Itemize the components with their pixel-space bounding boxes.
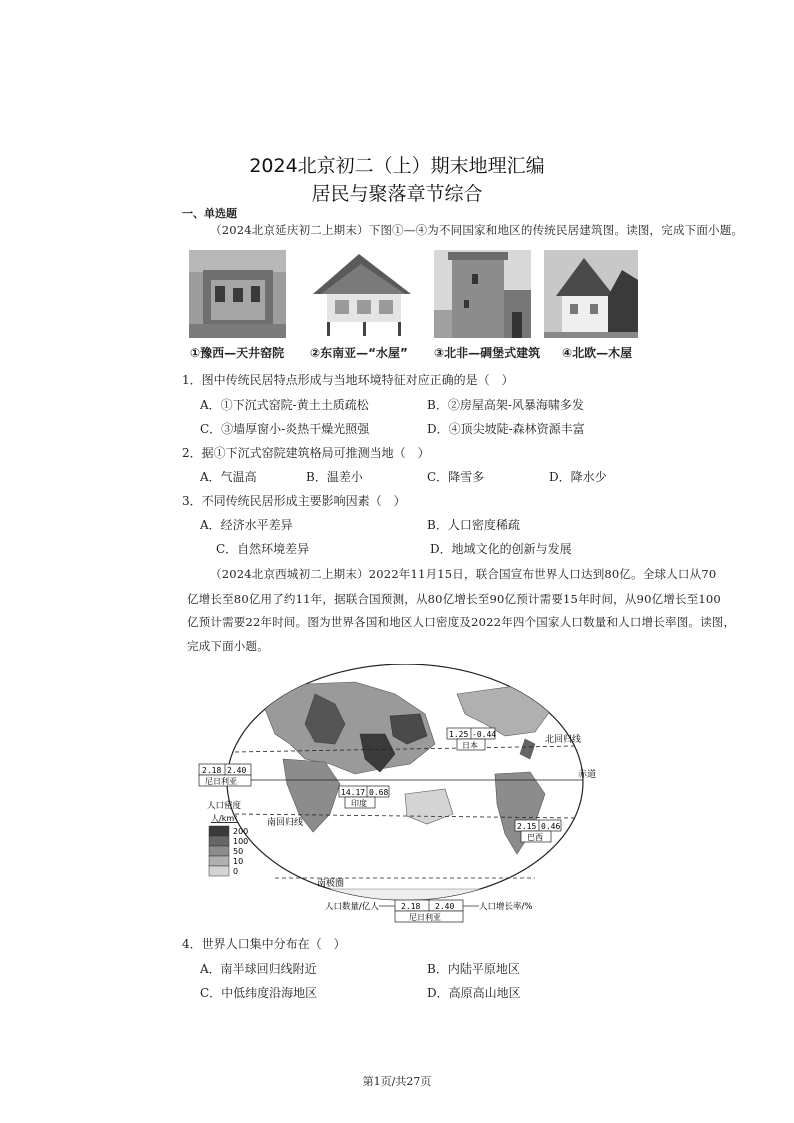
question-1-option-d: D．④顶尖坡陡-森林资源丰富: [427, 422, 585, 436]
callout-nigeria: [199, 764, 251, 786]
legend-swatch: [209, 826, 229, 836]
question-2-option-d: D．降水少: [549, 470, 607, 484]
japan-growth: -0.44: [472, 730, 497, 739]
intro-paragraph-2-line-4: 完成下面小题。: [187, 639, 269, 653]
legend-level-label: 200: [233, 827, 249, 836]
stone-castle-photo: [434, 250, 531, 338]
document-subtitle: 居民与聚落章节综合: [311, 183, 483, 205]
question-4-option-d: D．高原高山地区: [427, 986, 521, 1000]
legend-swatch: [209, 836, 229, 846]
legend-level-label: 10: [233, 857, 244, 866]
equator-label: 赤道: [578, 770, 597, 780]
brazil-growth: 0.46: [541, 822, 561, 831]
question-3-option-a: A．经济水平差异: [200, 518, 293, 532]
key-sample-growth: 2.40: [435, 902, 455, 911]
nigeria-growth: 2.40: [227, 766, 247, 775]
intro-paragraph-2-line-2: 亿增长至80亿用了约11年，据联合国预测，从80亿增长至90亿预计需要15年时间，从90亿增长至100: [187, 592, 721, 606]
question-4-option-b: B．内陆平原地区: [427, 962, 520, 976]
legend-swatch: [209, 866, 229, 876]
intro-paragraph-2-line-1: （2024北京西城初二上期末）2022年11月15日，联合国宣布世界人口达到80亿。全球人口从70: [210, 567, 717, 581]
question-1-option-c: C．③墙厚窗小-炎热干燥光照强: [200, 422, 370, 436]
japan-population: 1.25: [449, 730, 469, 739]
question-1-option-b: B．②房屋高架-风暴海啸多发: [427, 398, 584, 412]
india-growth: 0.68: [369, 788, 389, 797]
legend-swatch: [209, 846, 229, 856]
brazil-population: 2.15: [517, 822, 537, 831]
question-4-option-a: A．南半球回归线附近: [200, 962, 317, 976]
key-right-label: 人口增长率/%: [479, 902, 533, 912]
intro-paragraph-1: （2024北京延庆初二上期末）下图①—④为不同国家和地区的传统民居建筑图。读图，完成下面小题。: [210, 223, 744, 237]
callout-key: [325, 900, 532, 922]
question-4-option-c: C．中低纬度沿海地区: [200, 986, 318, 1000]
photo-caption-4: ④北欧—木屋: [562, 346, 633, 360]
nigeria-name: 尼日利亚: [205, 777, 237, 786]
tropic-north-label: 北回归线: [545, 735, 582, 745]
question-2-option-c: C．降雪多: [427, 470, 485, 484]
thatched-water-house-photo: [309, 250, 416, 338]
tropic-south-label: 南回归线: [267, 818, 304, 828]
question-3-option-d: D．地域文化的创新与发展: [430, 542, 572, 556]
world-population-density-map: [195, 664, 605, 924]
question-1-stem: 1．图中传统民居特点形成与当地环境特征对应正确的是（ ）: [182, 373, 514, 387]
cave-courtyard-photo: [189, 250, 286, 338]
section-label: 一、单选题: [182, 207, 237, 220]
question-3-option-c: C．自然环境差异: [216, 542, 310, 556]
question-2-option-a: A．气温高: [200, 470, 257, 484]
key-left-label: 人口数量/亿人: [325, 902, 379, 912]
india-population: 14.17: [341, 788, 366, 797]
question-1-option-a: A．①下沉式窑院-黄土土质疏松: [200, 398, 369, 412]
question-4-stem: 4．世界人口集中分布在（ ）: [182, 937, 346, 951]
key-sample-name: 尼日利亚: [409, 913, 441, 922]
photo-caption-2: ②东南亚—“水屋”: [310, 346, 408, 360]
antarctic-label: 南极圈: [317, 879, 345, 889]
question-2-option-b: B．温差小: [306, 470, 363, 484]
india-name: 印度: [351, 799, 367, 808]
legend-level-label: 0: [233, 867, 239, 876]
wooden-house-photo: [544, 250, 638, 338]
photo-caption-3: ③北非—碉堡式建筑: [434, 346, 541, 360]
question-3-option-b: B．人口密度稀疏: [427, 518, 520, 532]
legend-level-label: 100: [233, 837, 249, 846]
question-2-stem: 2．据①下沉式窑院建筑格局可推测当地（ ）: [182, 446, 430, 460]
question-3-stem: 3．不同传统民居形成主要影响因素（ ）: [182, 494, 406, 508]
legend-swatch: [209, 856, 229, 866]
legend-level-label: 50: [233, 847, 244, 856]
nigeria-population: 2.18: [202, 766, 222, 775]
brazil-name: 巴西: [527, 833, 543, 842]
key-sample-population: 2.18: [401, 902, 421, 911]
page-number: 第1页/共27页: [362, 1075, 432, 1088]
legend-title: 人口密度: [207, 801, 242, 811]
photo-caption-1: ①豫西—天井窑院: [190, 346, 285, 360]
japan-name: 日本: [462, 741, 478, 750]
legend-unit: 人/km²: [211, 814, 238, 823]
intro-paragraph-2-line-3: 亿预计需要22年时间。图为世界各国和地区人口密度及2022年四个国家人口数量和人口增长率图。读图，: [187, 615, 736, 629]
document-title: 2024北京初二（上）期末地理汇编: [249, 155, 545, 177]
